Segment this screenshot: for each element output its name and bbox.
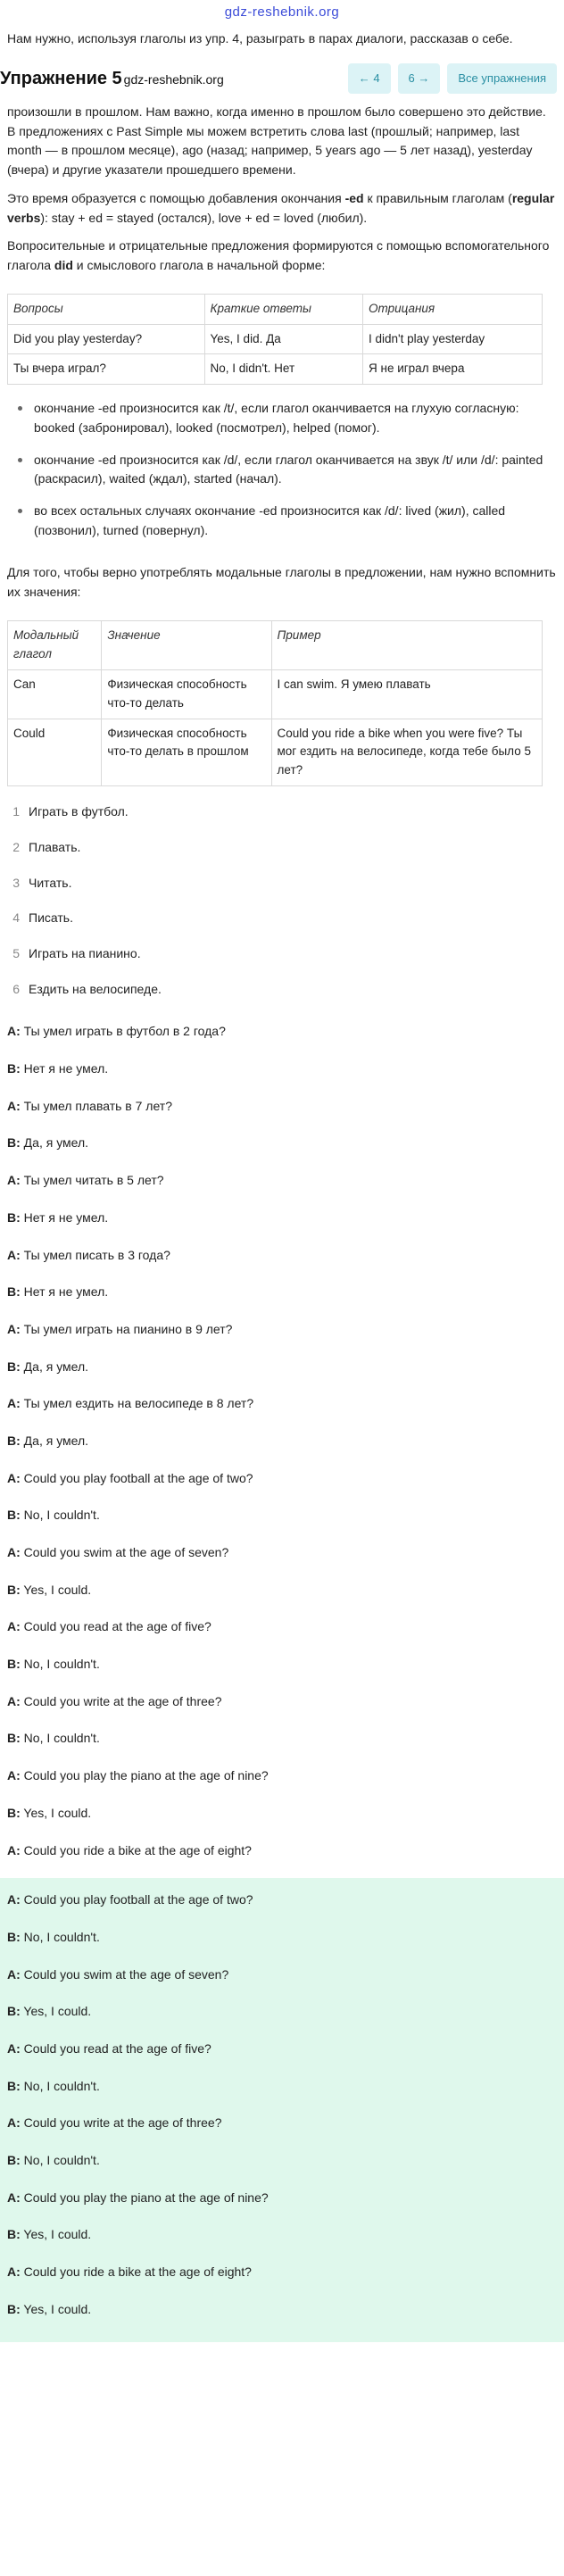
speaker-label: B:: [7, 1805, 21, 1820]
dialog-text: Could you swim at the age of seven?: [23, 1545, 229, 1560]
dialog-text: Could you ride a bike at the age of eight?: [23, 1842, 252, 1857]
dialog-text: Could you write at the age of three?: [23, 2115, 222, 2131]
speaker-label: A:: [7, 1693, 21, 1708]
speaker-label: A:: [7, 1173, 21, 1188]
speaker-label: B:: [7, 1284, 21, 1300]
exercise-title-text: Упражнение 5: [0, 68, 122, 88]
dialog-line: [7, 1283, 557, 1302]
pronunciation-list: [0, 395, 564, 560]
speaker-label: A:: [7, 1247, 21, 1262]
theory-text: Вопросительные и отрицательные предложения формируются с помощью вспомогательного глагола: [7, 238, 550, 272]
dialog-text: Ты умел писать в 3 года?: [23, 1247, 170, 1262]
task-number: 1: [12, 804, 20, 819]
speaker-label: A:: [7, 1321, 21, 1336]
list-item: окончание -ed произносится как /d/, если глагол оканчивается на звук /t/ или /d/: painted (раскрасил), waited (ждал), started (начал).: [23, 451, 552, 489]
task-list: [0, 797, 564, 1022]
dialog-text: Yes, I could.: [23, 2227, 92, 2242]
dialog-text: Could you swim at the age of seven?: [23, 1966, 229, 1982]
exercise-nav: [348, 63, 557, 94]
exercise-intro: Нам нужно, используя глаголы из упр. 4, разыграть в парах диалоги, рассказав о себе.: [7, 31, 513, 46]
dialog-line: [7, 1097, 557, 1117]
theory-paragraph-4: Для того, чтобы верно употреблять модальные глаголы в предложении, нам нужно вспомнить их значения:: [7, 565, 556, 600]
dialog-line: [7, 1209, 557, 1228]
dialog-text: Ты умел плавать в 7 лет?: [23, 1098, 172, 1113]
speaker-label: B:: [7, 2078, 21, 2093]
theory-bold: regular verbs: [7, 190, 555, 225]
dialog-text: No, I couldn't.: [23, 1731, 100, 1746]
dialog-text: No, I couldn't.: [23, 1508, 100, 1523]
table-cell: Could: [8, 719, 102, 786]
table-header-cell: Отрицания: [363, 294, 543, 324]
dialog-line: [7, 1766, 557, 1786]
task-text: Плавать.: [29, 839, 81, 854]
task-number: 4: [12, 910, 20, 926]
dialog-text: Could you read at the age of five?: [23, 1619, 212, 1634]
table-cell: Can: [8, 669, 102, 719]
dialog-line: [7, 1965, 557, 1985]
table-cell: No, I didn't. Нет: [204, 354, 362, 385]
task-number: 3: [12, 875, 20, 890]
speaker-label: B:: [7, 1657, 21, 1672]
theory-paragraph-2: [7, 189, 557, 228]
dialog-line: [7, 1134, 557, 1153]
modal-intro: [0, 560, 564, 614]
table-row: [8, 354, 543, 385]
dialog-line: [7, 1804, 557, 1824]
table-cell: Физическая способность что-то делать в прошлом: [102, 719, 271, 786]
dialog-text: Нет я не умел.: [23, 1209, 109, 1225]
list-item: [7, 980, 557, 1000]
table-row: [8, 669, 543, 719]
prev-exercise-button[interactable]: ← 4: [348, 63, 391, 94]
dialog-line: [7, 1059, 557, 1079]
dialog-text: No, I couldn't.: [23, 2153, 100, 2168]
exercise-header: [0, 58, 564, 99]
task-text: Ездить на велосипеде.: [29, 981, 162, 996]
speaker-label: B:: [7, 1359, 21, 1374]
dialog-line: [7, 1655, 557, 1674]
dialog-text: Ты умел ездить на велосипеде в 8 лет?: [23, 1396, 254, 1411]
table-header-cell: Модальный глагол: [8, 620, 102, 669]
speaker-label: B:: [7, 1135, 21, 1151]
speaker-label: A:: [7, 2190, 21, 2205]
list-item: [7, 874, 557, 893]
dialog-line: [7, 2300, 557, 2320]
dialog-line: [7, 1022, 557, 1042]
speaker-label: B:: [7, 2301, 21, 2316]
list-item: окончание -ed произносится как /t/, если глагол оканчивается на глухую согласную: booked (забронировал), looked (посмотрел), helped (помог).: [23, 399, 552, 437]
dialog-line: [7, 1506, 557, 1525]
site-header: [0, 0, 564, 26]
dialog-line: [7, 2151, 557, 2171]
dialog-line: [7, 1692, 557, 1712]
task-text: Играть на пианино.: [29, 946, 141, 961]
dialog-text: Ты умел играть в футбол в 2 года?: [23, 1024, 226, 1039]
dialog-text: No, I couldn't.: [23, 1657, 100, 1672]
dialog-text: Could you play the piano at the age of nine?: [23, 1768, 269, 1783]
table-cell: I didn't play yesterday: [363, 324, 543, 354]
speaker-label: A:: [7, 1098, 21, 1113]
dialog-line: [7, 1246, 557, 1266]
dialog-text: Yes, I could.: [23, 2004, 92, 2019]
dialog-line: [7, 1841, 557, 1861]
speaker-label: A:: [7, 1024, 21, 1039]
table-cell: Could you ride a bike when you were five? Ты мог ездить на велосипеде, когда тебе было 5 лет?: [271, 719, 542, 786]
dialog-text: Could you play football at the age of two?: [23, 1892, 253, 1907]
answer-block: [0, 1878, 564, 2342]
speaker-label: B:: [7, 1061, 21, 1076]
speaker-label: A:: [7, 1768, 21, 1783]
did-table: [7, 294, 543, 386]
speaker-label: A:: [7, 2115, 21, 2131]
table-row: [8, 324, 543, 354]
table-header-cell: Значение: [102, 620, 271, 669]
speaker-label: B:: [7, 2153, 21, 2168]
dialog-text: Could you write at the age of three?: [23, 1693, 222, 1708]
dialog-russian: [0, 1022, 564, 1450]
theory-paragraph-3: [7, 237, 557, 275]
dialog-line: [7, 2189, 557, 2208]
theory-bold: -ed: [344, 190, 364, 205]
speaker-label: B:: [7, 1929, 21, 1944]
site-logo[interactable]: gdz-reshebnik.org: [224, 4, 340, 20]
speaker-label: A:: [7, 1842, 21, 1857]
task-text: Писать.: [29, 910, 73, 926]
dialog-text: Да, я умел.: [23, 1135, 89, 1151]
theory-text: ): stay + ed = stayed (остался), love + ed = loved (любил).: [40, 210, 368, 225]
dialog-text: Yes, I could.: [23, 1805, 92, 1820]
task-text: Читать.: [29, 875, 72, 890]
dialog-english: [0, 1469, 564, 1861]
dialog-line: [7, 1543, 557, 1563]
task-number: 6: [12, 981, 20, 996]
dialog-line: [7, 1890, 557, 1910]
table-header-cell: Вопросы: [8, 294, 205, 324]
dialog-text: No, I couldn't.: [23, 1929, 100, 1944]
dialog-text: Could you play football at the age of two?: [23, 1470, 253, 1485]
dialog-text: Да, я умел.: [23, 1433, 89, 1448]
speaker-label: B:: [7, 2227, 21, 2242]
table-cell: Физическая способность что-то делать: [102, 669, 271, 719]
theory-paragraph-1: произошли в прошлом. Нам важно, когда именно в прошлом было совершено это действие. В предложениях с Past Simple мы можем встретить слова last (прошлый; например, last month — в прошлом месяце), ago (назад; например, 5 years ago — 5 лет назад), yesterday (вчера) и другие указатели прошедшего времени.: [7, 104, 546, 178]
speaker-label: A:: [7, 1470, 21, 1485]
speaker-label: A:: [7, 1892, 21, 1907]
dialog-text: Could you play the piano at the age of nine?: [23, 2190, 269, 2205]
table-header-cell: Пример: [271, 620, 542, 669]
dialog-text: Yes, I could.: [23, 1582, 92, 1597]
theory-text: к правильным глаголам (: [363, 190, 512, 205]
table-cell: Yes, I did. Да: [204, 324, 362, 354]
dialog-line: [7, 1320, 557, 1340]
list-item: [7, 838, 557, 858]
list-item: [7, 802, 557, 822]
theory-text: Это время образуется с помощью добавления окончания: [7, 190, 345, 205]
dialog-line: [7, 1928, 557, 1948]
dialog-line: [7, 1432, 557, 1451]
theory-bold: did: [54, 257, 73, 272]
dialog-line: [7, 1469, 557, 1489]
dialog-line: [7, 2002, 557, 2022]
next-exercise-button[interactable]: 6 →: [398, 63, 441, 94]
table-cell: Did you play yesterday?: [8, 324, 205, 354]
dialog-line: [7, 1171, 557, 1191]
speaker-label: B:: [7, 1433, 21, 1448]
dialog-text: Ты умел читать в 5 лет?: [23, 1173, 164, 1188]
dialog-text: Yes, I could.: [23, 2301, 92, 2316]
speaker-label: A:: [7, 2040, 21, 2056]
list-item: [7, 909, 557, 928]
table-row: [8, 719, 543, 786]
table-cell: Я не играл вчера: [363, 354, 543, 385]
exercise-title: [0, 65, 224, 93]
dialog-line: [7, 1617, 557, 1637]
task-number: 5: [12, 946, 20, 961]
speaker-label: A:: [7, 2264, 21, 2280]
dialog-line: [7, 1394, 557, 1414]
dialog-text: Ты умел играть на пианино в 9 лет?: [23, 1321, 233, 1336]
speaker-label: B:: [7, 1582, 21, 1597]
speaker-label: B:: [7, 1508, 21, 1523]
all-exercises-button[interactable]: Все упражнения: [447, 63, 557, 94]
table-header-row: [8, 294, 543, 324]
theory-text: и смыслового глагола в начальной форме:: [72, 257, 326, 272]
speaker-label: A:: [7, 1966, 21, 1982]
speaker-label: A:: [7, 1396, 21, 1411]
list-item: во всех остальных случаях окончание -ed произносится как /d/: lived (жил), called (позвонил), turned (повернул).: [23, 502, 552, 540]
dialog-text: No, I couldn't.: [23, 2078, 100, 2093]
speaker-label: B:: [7, 2004, 21, 2019]
dialog-text: Да, я умел.: [23, 1359, 89, 1374]
dialog-line: [7, 1581, 557, 1600]
speaker-label: A:: [7, 1545, 21, 1560]
speaker-label: B:: [7, 1209, 21, 1225]
speaker-label: B:: [7, 1731, 21, 1746]
list-item: [7, 944, 557, 964]
dialog-line: [7, 2077, 557, 2097]
dialog-text: Could you ride a bike at the age of eight?: [23, 2264, 252, 2280]
table-header-cell: Краткие ответы: [204, 294, 362, 324]
dialog-text: Нет я не умел.: [23, 1284, 109, 1300]
dialog-text: Нет я не умел.: [23, 1061, 109, 1076]
dialog-line: [7, 2114, 557, 2133]
table-cell: I can swim. Я умею плавать: [271, 669, 542, 719]
title-watermark: gdz-reshebnik.org: [123, 71, 224, 87]
dialog-line: [7, 2225, 557, 2245]
theory-section: [0, 99, 564, 288]
speaker-label: A:: [7, 1619, 21, 1634]
dialog-line: [7, 2040, 557, 2059]
dialog-line: [7, 2263, 557, 2282]
table-header-row: [8, 620, 543, 669]
task-text: Играть в футбол.: [29, 804, 129, 819]
dialog-text: Could you read at the age of five?: [23, 2040, 212, 2056]
task-number: 2: [12, 839, 20, 854]
dialog-line: [7, 1729, 557, 1749]
dialog-line: [7, 1358, 557, 1377]
table-cell: Ты вчера играл?: [8, 354, 205, 385]
modal-table: [7, 620, 543, 786]
